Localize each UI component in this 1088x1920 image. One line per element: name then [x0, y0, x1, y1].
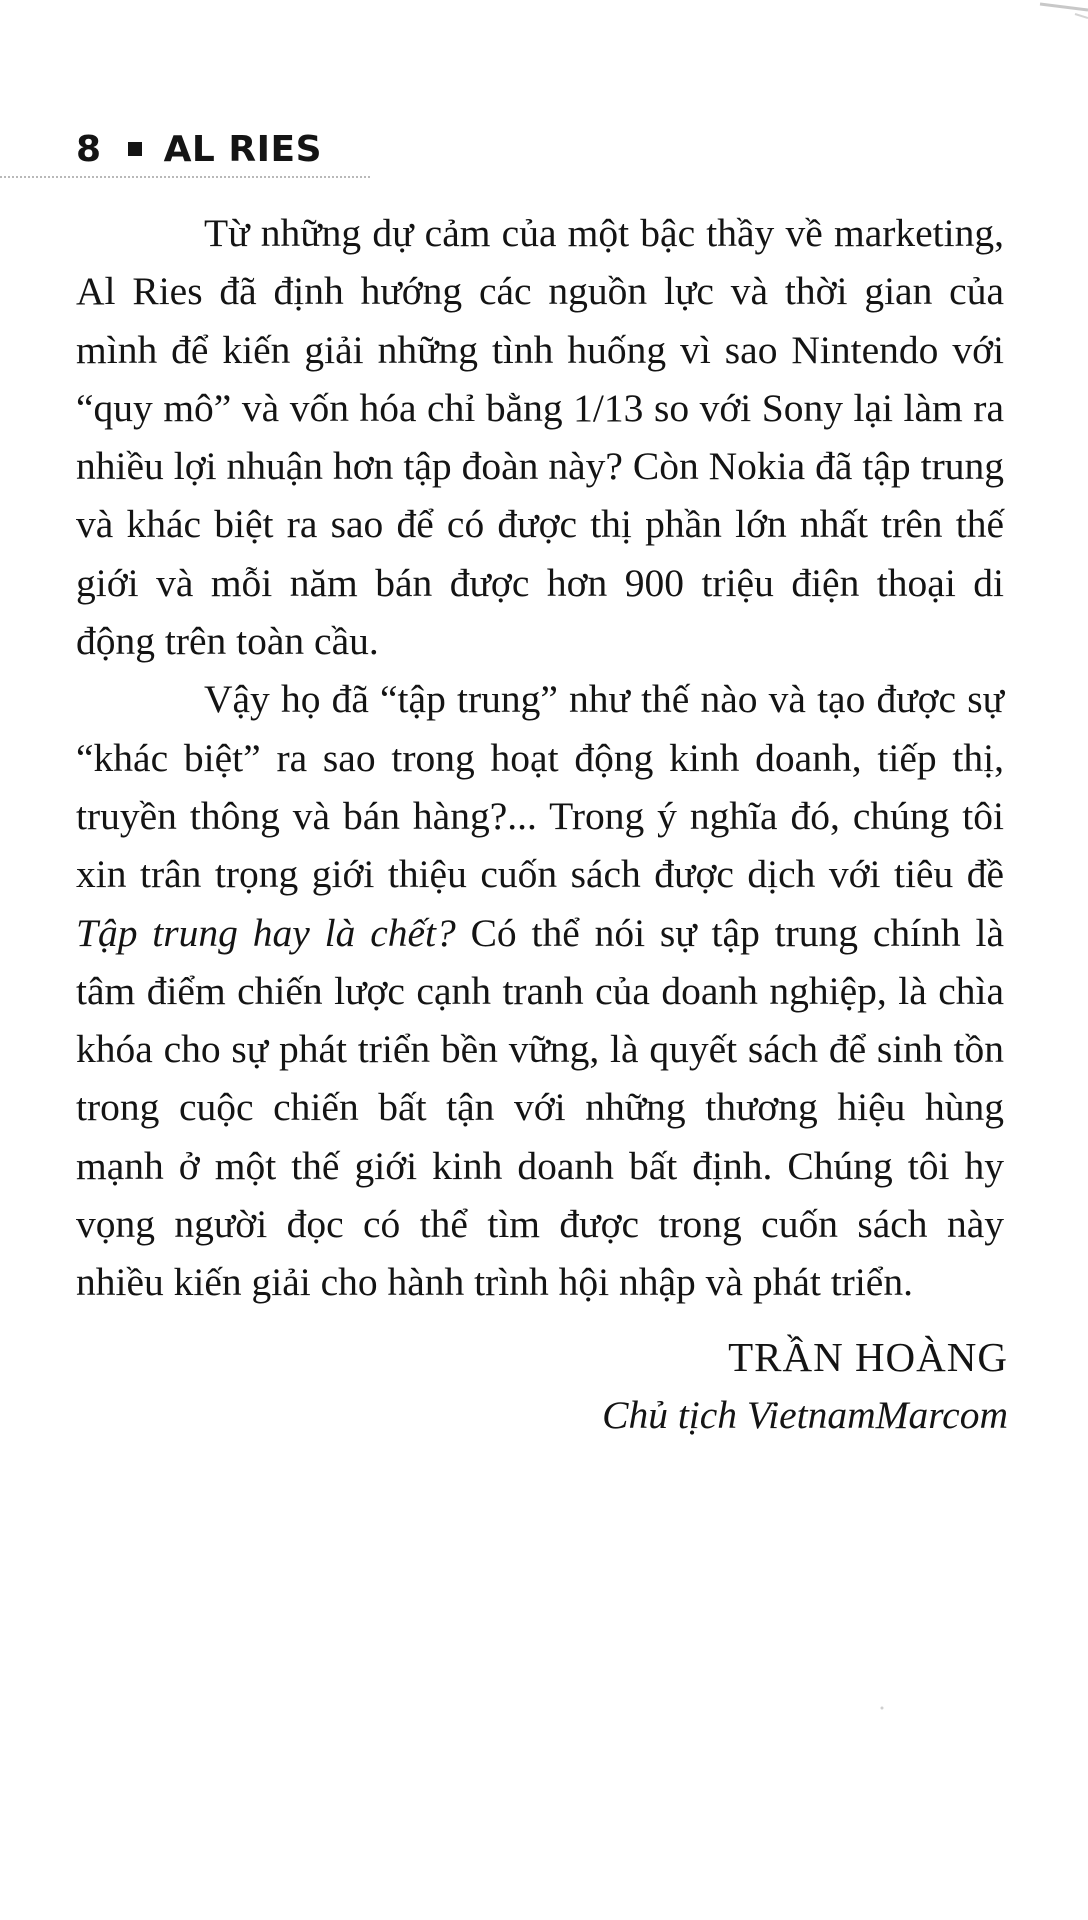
signature-role: Chủ tịch VietnamMarcom: [602, 1393, 1008, 1437]
header-separator-square: [128, 142, 142, 156]
running-title: AL RIES: [163, 128, 323, 170]
signature-name: TRẦN HOÀNG: [728, 1334, 1008, 1380]
paragraph-2-intro: Vậy họ đã “tập trung” như thế nào và tạo được sự “khác biệt” ra sao trong hoạt động kinh doanh, tiếp thị, truyền thông và bán hàng?... Trong ý nghĩa đó, chúng tôi xin trân trọng giới thiệu cuốn sách được dịch với tiêu đề: [76, 677, 1004, 897]
body-text: [76, 204, 1004, 1312]
running-header: [76, 124, 322, 174]
paragraph-2: [76, 670, 1004, 1311]
book-title: Tập trung hay là chết?: [76, 910, 456, 955]
page-number: 8: [76, 128, 102, 170]
header-dotted-rule: [0, 176, 370, 178]
paragraph-1: Từ những dự cảm của một bậc thầy về marketing, Al Ries đã định hướng các nguồn lực và thời gian của mình để kiến giải những tình huống vì sao Nintendo với “quy mô” và vốn hóa chỉ bằng 1/13 so với Sony lại làm ra nhiều lợi nhuận hơn tập đoàn này? Còn Nokia đã tập trung và khác biệt ra sao để có được thị phần lớn nhất trên thế giới và mỗi năm bán được hơn 900 triệu điện thoại di động trên toàn cầu.: [76, 211, 1004, 664]
paragraph-2-rest: Có thể nói sự tập trung chính là tâm điểm chiến lược cạnh tranh của doanh nghiệp, là chìa khóa cho sự phát triển bền vững, là quyết sách để sinh tồn trong cuộc chiến bất tận với những thương hiệu hùng mạnh ở một thế giới kinh doanh bất định. Chúng tôi hy vọng người đọc có thể tìm được trong cuốn sách này nhiều kiến giải cho hành trình hội nhập và phát triển.: [76, 910, 1004, 1305]
